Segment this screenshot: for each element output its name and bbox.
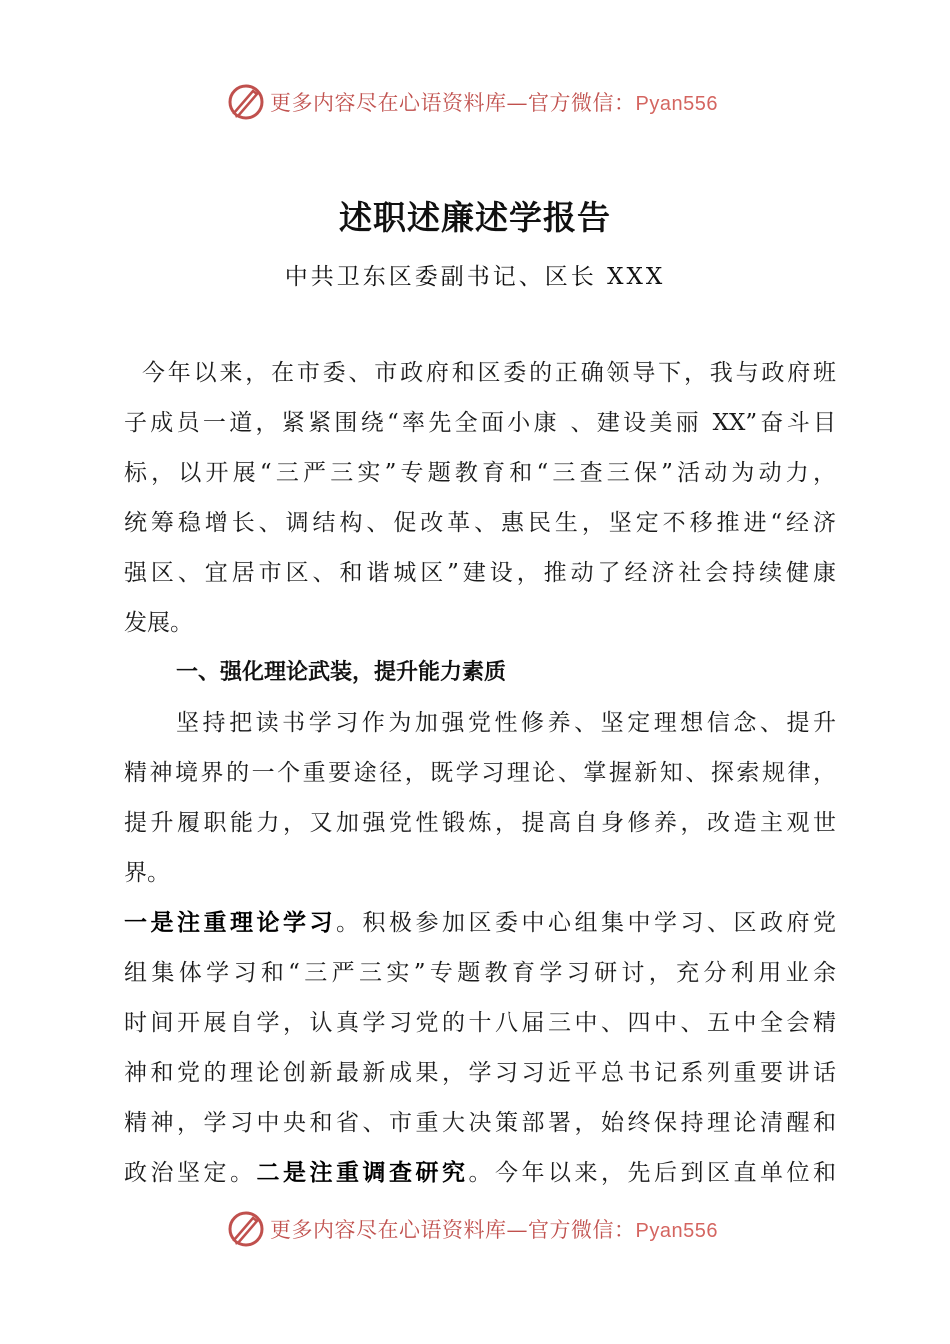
wechat-id: Pyan556 xyxy=(635,93,718,115)
paragraph-line xyxy=(124,1148,836,1198)
paragraph-line: 今年以来，在市委、市政府和区委的正确领导下，我与政府班 xyxy=(142,360,836,386)
document-title: 述职述廉述学报告 xyxy=(339,198,611,237)
watermark-banner-bottom xyxy=(226,1207,718,1251)
paragraph-line: 界。 xyxy=(124,860,170,886)
watermark-banner-top xyxy=(226,80,718,124)
pen-logo-icon xyxy=(226,1209,266,1249)
paragraph-line: 标，以开展“三严三实”专题教育和“三查三保”活动为动力， xyxy=(124,460,836,486)
document-author: 中共卫东区委副书记、区长 XXX xyxy=(284,264,666,290)
point-label: 二是注重调查研究 xyxy=(256,1159,469,1186)
document-body xyxy=(124,348,836,1198)
watermark-text: 更多内容尽在心语资料库—官方微信：Pyan556 xyxy=(270,1218,718,1242)
paragraph-line: 子成员一道，紧紧围绕“率先全面小康 、建设美丽 XX”奋斗目 xyxy=(124,410,836,436)
paragraph-line: 发展。 xyxy=(124,610,193,636)
section-heading: 一、强化理论武装，提升能力素质 xyxy=(176,660,507,685)
paragraph-line: 强区、宜居市区、和谐城区”建设，推动了经济社会持续健康 xyxy=(124,560,836,586)
paragraph-line: 提升履职能力，又加强党性锻炼，提高自身修养，改造主观世 xyxy=(124,810,836,836)
paragraph-line: 神和党的理论创新最新成果，学习习近平总书记系列重要讲话 xyxy=(124,1060,836,1086)
paragraph-line: 精神境界的一个重要途径，既学习理论、掌握新知、探索规律， xyxy=(124,760,836,786)
paragraph-text: 政治坚定。 xyxy=(124,1160,257,1186)
paragraph-line xyxy=(124,898,836,948)
paragraph-line: 统筹稳增长、调结构、促改革、惠民生，坚定不移推进“经济 xyxy=(124,510,836,536)
pen-logo-icon xyxy=(226,82,266,122)
paragraph-line: 组集体学习和“三严三实”专题教育学习研讨，充分利用业余 xyxy=(124,960,836,986)
wechat-id: Pyan556 xyxy=(635,1220,718,1242)
point-label: 一是注重理论学习 xyxy=(124,909,336,936)
paragraph-text: 。今年以来，先后到区直单位和 xyxy=(468,1160,836,1186)
paragraph-line: 精神，学习中央和省、市重大决策部署，始终保持理论清醒和 xyxy=(124,1110,836,1136)
paragraph-text: 。积极参加区委中心组集中学习、区政府党 xyxy=(336,910,836,936)
watermark-text: 更多内容尽在心语资料库—官方微信：Pyan556 xyxy=(270,91,718,115)
paragraph-line: 坚持把读书学习作为加强党性修养、坚定理想信念、提升 xyxy=(176,710,836,736)
paragraph-line: 时间开展自学，认真学习党的十八届三中、四中、五中全会精 xyxy=(124,1010,836,1036)
